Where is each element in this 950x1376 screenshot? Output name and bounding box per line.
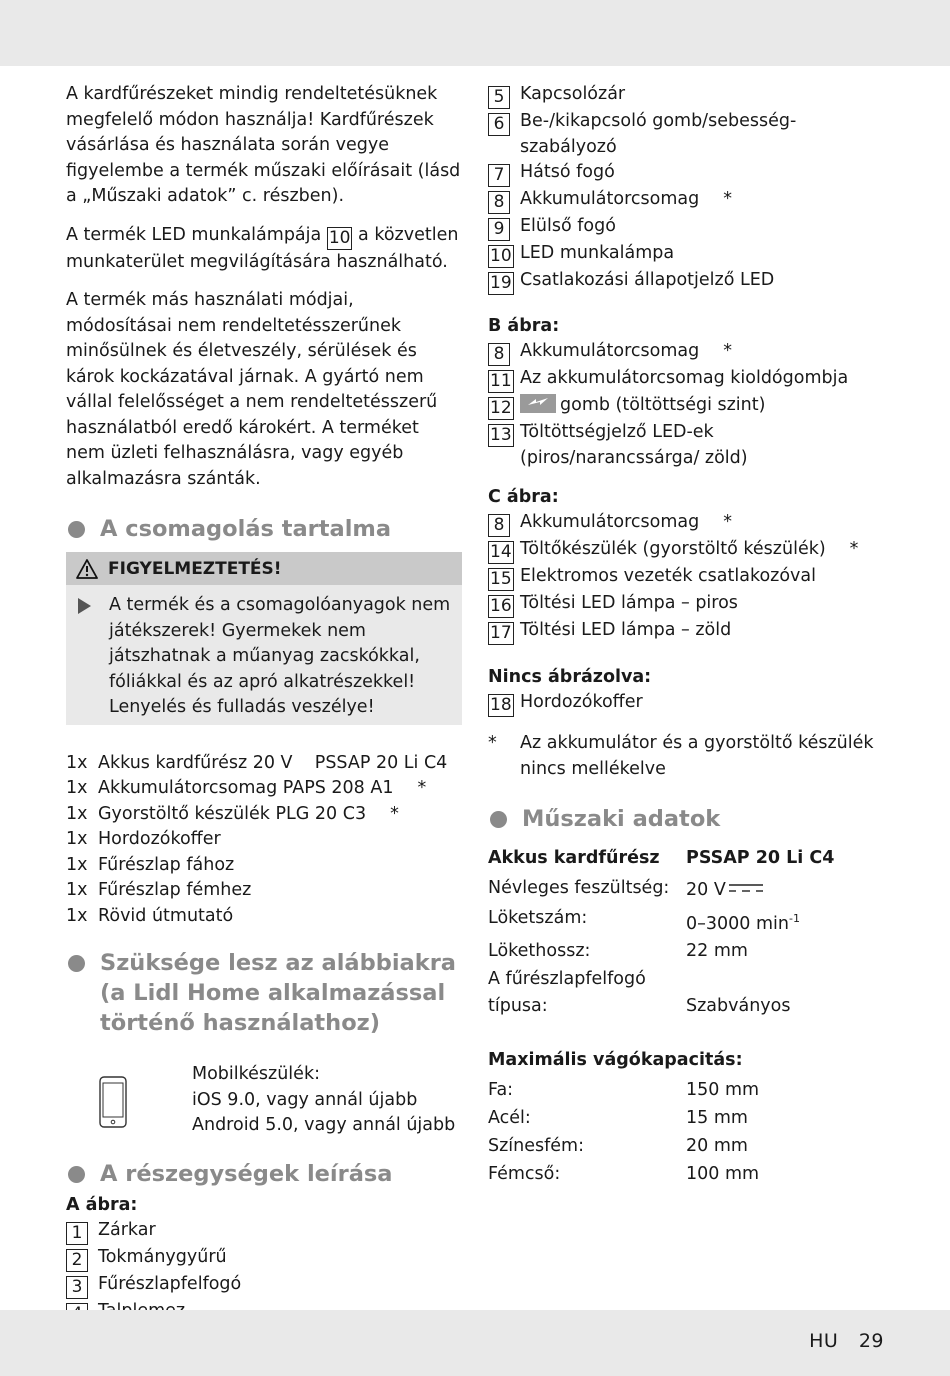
- section-title: Szüksége lesz az alábbiakra (a Lidl Home alkalmazással történő használathoz): [100, 950, 456, 1036]
- part-label-wrap: [520, 187, 732, 214]
- section-title: A részegységek leírása: [100, 1160, 393, 1187]
- item-text: Gyorstöltő készülék PLG 20 C3: [98, 803, 367, 824]
- section-heading-components: [66, 1159, 462, 1189]
- spec-value: 20 mm: [686, 1136, 748, 1157]
- figure-c-parts-list: [488, 510, 888, 645]
- part-label: gomb (töltöttségi szint): [560, 395, 766, 415]
- part-number: 2: [66, 1249, 88, 1272]
- item-text: Fűrészlap fához: [98, 854, 235, 875]
- part-label-wrap: [520, 420, 888, 471]
- part-number: 13: [490, 425, 512, 445]
- capacity-rows: [488, 1077, 888, 1188]
- requirement-line: iOS 9.0, vagy annál újabb: [192, 1089, 418, 1110]
- item-text: Hordozókoffer: [98, 829, 221, 849]
- part-label-wrap: [98, 1245, 227, 1272]
- spec-value-wrap: [686, 1133, 748, 1160]
- intro-paragraph-3: A termék más használati módjai, módosításai nem rendeltetésszerűnek minősülnek és életveszély, sérülések és károk kockázatával járnak. A gyártó nem vállal felelősséget a nem rendeltetésszerű használatból eredő károkért. A terméket nem üzleti felhasználásra, vagy egyéb alkalmazásra szánták.: [66, 290, 438, 489]
- part-label: Hátsó fogó: [520, 162, 615, 182]
- technical-data-header-value: PSSAP 20 Li C4: [686, 848, 835, 868]
- item-text: Rövid útmutató: [98, 905, 234, 926]
- part-number: 8: [488, 191, 510, 214]
- part-number: 8: [488, 514, 510, 537]
- part-number-cell: [66, 1272, 98, 1299]
- spec-value-wrap: [686, 1077, 759, 1104]
- part-item: [488, 591, 888, 618]
- intro-paragraph-1: A kardfűrészeket mindig rendeltetésüknek megfelelő módon használja! Kardfűrészek vásárlása és használata során vegye figyelembe a termék műszaki előírásait (lásd a „Műszaki adatok” c. részben).: [66, 84, 461, 206]
- footnote: [488, 731, 888, 782]
- spec-value-wrap: [686, 1105, 748, 1132]
- list-item: [66, 904, 462, 930]
- spec-row: [488, 966, 888, 1020]
- direct-current-icon: [728, 875, 764, 902]
- part-label-wrap: [520, 109, 888, 160]
- arrow-right-icon: [78, 598, 91, 614]
- package-contents-list: [66, 751, 462, 930]
- part-label-wrap: [520, 591, 738, 618]
- spec-key: Színesfém:: [488, 1136, 585, 1157]
- part-number-cell: [488, 187, 520, 214]
- part-label-wrap: [520, 366, 848, 393]
- part-item: [488, 214, 888, 241]
- part-label: Kapcsolózár: [520, 84, 626, 104]
- part-number-cell: [488, 109, 520, 160]
- warning-triangle-icon: [76, 559, 98, 579]
- warning-box: [66, 585, 462, 725]
- page-number: 29: [858, 1330, 884, 1352]
- part-label: Akkumulátorcsomag: [520, 189, 700, 209]
- section-heading-technical-data: [488, 804, 888, 834]
- quantity: 1x: [66, 905, 88, 926]
- figure-b-label: B ábra:: [488, 316, 560, 336]
- list-item: [66, 853, 462, 879]
- part-item: [488, 564, 888, 591]
- not-shown-label: Nincs ábrázolva:: [488, 667, 652, 687]
- part-label-wrap: [98, 1272, 241, 1299]
- spec-value: 150 mm: [686, 1080, 760, 1101]
- part-item: [488, 510, 888, 537]
- technical-data-table: [488, 846, 888, 1188]
- section-title: Műszaki adatok: [522, 806, 721, 832]
- part-label-wrap: [520, 268, 774, 295]
- spec-value-wrap: [686, 938, 748, 965]
- part-number-cell: [488, 420, 520, 471]
- part-label: Töltőkészülék (gyorstöltő készülék): [520, 539, 826, 559]
- warning-header: [66, 552, 462, 585]
- list-item: [66, 878, 462, 904]
- list-item: [66, 776, 462, 802]
- section-heading-requirements: [66, 948, 462, 1038]
- bullet-dot-icon: [68, 955, 85, 972]
- spec-key: Névleges feszültség:: [488, 877, 670, 898]
- asterisk: *: [849, 539, 859, 559]
- part-item: [488, 618, 888, 645]
- part-number-cell: [488, 564, 520, 591]
- part-item: [488, 82, 888, 109]
- figure-a-label: A ábra:: [66, 1194, 138, 1215]
- item-text: Akkumulátorcsomag PAPS 208 A1: [98, 778, 394, 798]
- part-number-cell: [488, 82, 520, 109]
- spec-value-wrap: [686, 1161, 759, 1188]
- spec-value-exponent: -1: [788, 911, 800, 925]
- part-number: 12: [490, 398, 512, 418]
- right-column: [488, 82, 888, 1189]
- item-text: Akkus kardfűrész 20 V PSSAP 20 Li C4: [98, 752, 448, 773]
- footnote-text: Az akkumulátor és a gyorstöltő készülék nincs mellékelve: [520, 733, 874, 779]
- quantity: 1x: [66, 880, 88, 900]
- part-number: 19: [490, 273, 512, 293]
- part-label-wrap: [520, 393, 765, 420]
- quantity: 1x: [66, 752, 88, 773]
- part-item: [488, 160, 888, 187]
- spec-value: 100 mm: [686, 1164, 760, 1185]
- part-label: Tokmánygyűrű: [98, 1246, 227, 1267]
- part-item: [488, 109, 888, 160]
- intro-paragraph-2-post: a közvetlen munkaterület megvilágítására használható.: [66, 224, 459, 272]
- intro-paragraph-2-pre: A termék LED munkalámpája: [66, 224, 322, 245]
- part-number: 8: [488, 343, 510, 366]
- warning-text: A termék és a csomagolóanyagok nem játékszerek! Gyermekek nem játszhatnak a műanyag zacskókkal, fóliákkal és az apró alkatrészekkel! Lenyelés és fulladás veszélye!: [109, 595, 451, 717]
- part-number: 14: [490, 542, 512, 562]
- part-number-cell: [488, 690, 520, 717]
- left-column: [66, 82, 462, 1326]
- part-item: [488, 420, 888, 471]
- spec-row: [488, 875, 888, 904]
- part-label: Akkumulátorcsomag: [520, 341, 700, 361]
- part-number: 11: [490, 371, 512, 391]
- part-label: Fűrészlapfelfogó: [98, 1273, 242, 1294]
- part-number-cell: [488, 537, 520, 564]
- part-label-wrap: [520, 690, 643, 717]
- spec-key: Löketszám:: [488, 907, 588, 928]
- bullet-dot-icon: [68, 1166, 85, 1183]
- spec-key: A fűrészlapfelfogó típusa:: [488, 969, 646, 1017]
- part-label-wrap: [520, 160, 615, 187]
- part-label: LED munkalámpa: [520, 243, 675, 263]
- part-label: Csatlakozási állapotjelző LED: [520, 270, 775, 290]
- technical-data-header-key: Akkus kardfűrész: [488, 848, 660, 868]
- part-number-cell: [66, 1218, 98, 1245]
- footer-band: [0, 1310, 950, 1376]
- requirement-line: Android 5.0, vagy annál újabb: [192, 1115, 456, 1135]
- part-label-wrap: [520, 510, 732, 537]
- requirement-line: Mobilkészülék:: [192, 1064, 320, 1084]
- part-item: [488, 537, 888, 564]
- page-footer: [809, 1330, 884, 1352]
- part-item: [488, 690, 888, 717]
- part-label: Elektromos vezeték csatlakozóval: [520, 566, 816, 586]
- list-item: [66, 751, 462, 777]
- part-number-cell: [488, 510, 520, 537]
- list-item: [66, 802, 462, 828]
- part-number-cell: [488, 618, 520, 645]
- part-number-cell: [488, 160, 520, 187]
- quantity: 1x: [66, 854, 88, 875]
- spec-value: Szabványos: [686, 996, 791, 1017]
- asterisk: *: [417, 778, 427, 798]
- part-label: Töltési LED lámpa – zöld: [520, 620, 732, 640]
- part-label: Elülső fogó: [520, 216, 616, 236]
- spec-value: 15 mm: [686, 1108, 748, 1129]
- spec-row: [488, 1077, 888, 1104]
- asterisk: *: [723, 512, 732, 532]
- part-item: [488, 268, 888, 295]
- asterisk: *: [390, 803, 399, 824]
- bullet-dot-icon: [490, 811, 507, 828]
- part-number: 10: [490, 246, 512, 266]
- footnote-mark: *: [488, 733, 497, 753]
- part-number: 9: [488, 218, 510, 241]
- technical-data-rows: [488, 875, 888, 1021]
- part-number: 15: [490, 569, 512, 589]
- part-number-cell: [488, 339, 520, 366]
- part-item: [66, 1272, 462, 1299]
- part-number: 1: [66, 1222, 88, 1245]
- part-number: 18: [490, 695, 512, 715]
- spec-key: Fémcső:: [488, 1164, 561, 1185]
- part-label: Az akkumulátorcsomag kioldógombja: [520, 368, 849, 388]
- spec-value-wrap: [686, 993, 790, 1020]
- spec-value-wrap: [686, 905, 800, 938]
- part-label: Be-/kikapcsoló gomb/sebesség-szabályozó: [520, 111, 797, 157]
- part-number-cell: [488, 214, 520, 241]
- figure-a-parts-list-continued: [488, 82, 888, 295]
- part-item: [488, 187, 888, 214]
- quantity: 1x: [66, 829, 88, 849]
- part-item: [66, 1218, 462, 1245]
- part-label-wrap: [520, 537, 858, 564]
- spec-row: [488, 1105, 888, 1132]
- spec-value: 0–3000 min: [686, 913, 789, 934]
- spec-row: [488, 1161, 888, 1188]
- part-item: [488, 366, 888, 393]
- part-item: [488, 241, 888, 268]
- spec-value: 22 mm: [686, 941, 748, 962]
- part-label-wrap: [520, 82, 625, 109]
- spec-row: [488, 1133, 888, 1160]
- part-item: [488, 339, 888, 366]
- quantity: 1x: [66, 803, 88, 824]
- part-label: Töltöttségjelző LED-ek (piros/narancssárga/ zöld): [520, 422, 748, 468]
- part-number-cell: [488, 393, 520, 420]
- part-number: 5: [488, 86, 510, 109]
- quantity: 1x: [66, 778, 88, 798]
- figure-c-label: C ábra:: [488, 487, 559, 507]
- part-number-cell: [488, 241, 520, 268]
- mobile-requirements: [66, 1062, 462, 1139]
- part-label-wrap: [520, 339, 732, 366]
- spec-key: Acél:: [488, 1108, 531, 1129]
- part-label: Hordozókoffer: [520, 692, 643, 712]
- spec-value: 20 V: [686, 879, 726, 900]
- spec-value-wrap: [686, 875, 764, 904]
- spec-row: [488, 938, 888, 965]
- spec-key: Fa:: [488, 1080, 514, 1101]
- smartphone-icon: [99, 1076, 127, 1128]
- technical-data-header: [488, 846, 888, 872]
- section-heading-package-contents: [66, 514, 462, 544]
- part-number: 17: [490, 623, 512, 643]
- part-label-wrap: [520, 214, 616, 241]
- asterisk: *: [723, 341, 732, 361]
- part-item: [66, 1245, 462, 1272]
- figure-b-parts-list: [488, 339, 888, 471]
- capacity-label: Maximális vágókapacitás:: [488, 1050, 743, 1071]
- item-text: Fűrészlap fémhez: [98, 880, 252, 900]
- part-label: Zárkar: [98, 1219, 156, 1240]
- part-number: 16: [490, 596, 512, 616]
- asterisk: *: [723, 189, 732, 209]
- part-label: Töltési LED lámpa – piros: [520, 593, 738, 613]
- language-code: HU: [809, 1330, 839, 1352]
- part-number: 10: [328, 227, 351, 248]
- section-title: A csomagolás tartalma: [100, 516, 392, 542]
- not-shown-parts-list: [488, 690, 888, 717]
- list-item: [66, 827, 462, 853]
- part-number: 6: [488, 113, 510, 136]
- part-number-cell: [488, 366, 520, 393]
- bullet-dot-icon: [68, 521, 85, 538]
- header-band: [0, 0, 950, 66]
- intro-paragraph-2: [66, 223, 462, 276]
- part-label-wrap: [520, 564, 816, 591]
- part-number-cell: [488, 268, 520, 295]
- part-label-wrap: [98, 1218, 156, 1245]
- part-number: 3: [66, 1276, 88, 1299]
- part-number-cell: [488, 591, 520, 618]
- spec-key: Lökethossz:: [488, 941, 591, 962]
- part-number-cell: [66, 1245, 98, 1272]
- warning-title: FIGYELMEZTETÉS!: [108, 558, 282, 579]
- part-label: Akkumulátorcsomag: [520, 512, 700, 532]
- spec-row: [488, 905, 888, 938]
- part-label-wrap: [520, 618, 731, 645]
- mobile-requirements-text: [192, 1062, 455, 1139]
- battery-level-icon: [520, 394, 556, 413]
- part-number: 7: [488, 164, 510, 187]
- part-item: [488, 393, 888, 420]
- part-label-wrap: [520, 241, 674, 268]
